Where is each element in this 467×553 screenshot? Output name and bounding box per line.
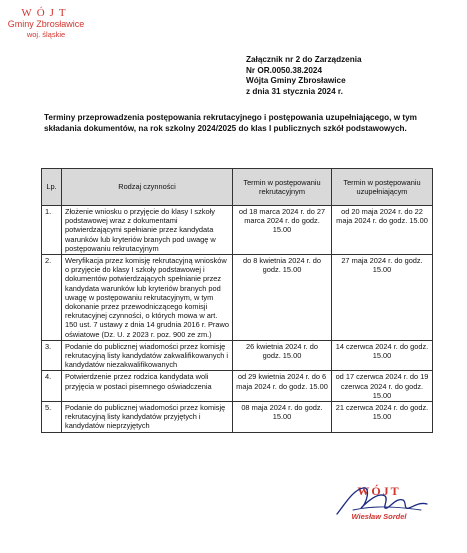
signature-scribble-icon (323, 474, 435, 522)
table-row (42, 255, 433, 341)
signature-stamp (323, 474, 435, 522)
row-term-recruitment: od 29 kwietnia 2024 r. do 6 maja 2024 r. do godz. 15.00 (233, 371, 332, 402)
header-term-supplementary: Termin w postępowaniu uzupełniającym (332, 169, 433, 206)
row-activity: Złożenie wniosku o przyjęcie do klasy I szkoły podstawowej wraz z dokumentami potwierdzającymi spełnianie przez kandydata warunków lub kryteriów branych pod uwagę w postępowaniu rekrutacyjnym (62, 206, 233, 255)
table-row (42, 402, 433, 433)
table-header-row (42, 169, 433, 206)
row-term-supplementary: 14 czerwca 2024 r. do godz. 15.00 (332, 340, 433, 371)
annex-line: z dnia 31 stycznia 2024 r. (246, 86, 343, 96)
stamp-signatory-name: Wiesław Sordel (351, 512, 407, 521)
document-title: Terminy przeprowadzenia postępowania rekrutacyjnego i postępowania uzupełniającego, w tym składania dokumentów, na rok szkolny 2024/2025 do klas I publicznych szkół podstawowych. (44, 113, 417, 133)
annex-line: Wójta Gminy Zbrosławice (246, 76, 346, 85)
row-term-supplementary: od 17 czerwca 2024 r. do 19 czerwca 2024 r. do godz. 15.00 (332, 371, 433, 402)
row-number: 2. (42, 255, 62, 341)
stamp-title: WÓJT (357, 484, 401, 498)
annex-header (246, 55, 446, 97)
row-number: 5. (42, 402, 62, 433)
row-activity: Weryfikacja przez komisję rekrutacyjną wniosków o przyjęcie do klasy I szkoły podstawowej i dokumentów potwierdzających spełnianie przez kandydata warunków lub kryteriów branych pod uwagę w postępowaniu rekrutacyjnym, w tym dokonanie przez przewodniczącego komisji rekrutacyjnej czynności, o których mowa w art. 150 ust. 7 ustawy z dnia 14 grudnia 2016 r. Prawo oświatowe (Dz. U. z 2023 r. poz. 900 ze zm.) (62, 255, 233, 341)
row-term-recruitment: 26 kwietnia 2024 r. do godz. 15.00 (233, 340, 332, 371)
row-term-recruitment: 08 maja 2024 r. do godz. 15.00 (233, 402, 332, 433)
header-term-recruitment: Termin w postępowaniu rekrutacyjnym (233, 169, 332, 206)
row-activity: Potwierdzenie przez rodzica kandydata woli przyjęcia w postaci pisemnego oświadczenia (62, 371, 233, 402)
row-number: 3. (42, 340, 62, 371)
table-row (42, 206, 433, 255)
row-term-supplementary: 27 maja 2024 r. do godz. 15.00 (332, 255, 433, 341)
row-number: 1. (42, 206, 62, 255)
stamp-municipality: Gminy Zbrosławice (7, 19, 85, 29)
header-lp: Lp. (42, 169, 62, 206)
row-term-supplementary: od 20 maja 2024 r. do 22 maja 2024 r. do godz. 15.00 (332, 206, 433, 255)
stamp-voivodeship: woj. śląskie (26, 30, 66, 39)
row-term-recruitment: od 18 marca 2024 r. do 27 marca 2024 r. do godz. 15.00 (233, 206, 332, 255)
annex-line: Załącznik nr 2 do Zarządzenia (246, 55, 362, 64)
stamp-title: WÓJT (21, 7, 71, 19)
row-term-supplementary: 21 czerwca 2024 r. do godz. 15.00 (332, 402, 433, 433)
schedule-table (41, 168, 433, 433)
table-row (42, 371, 433, 402)
header-activity: Rodzaj czynności (62, 169, 233, 206)
table-row (42, 340, 433, 371)
annex-line: Nr OR.0050.38.2024 (246, 65, 323, 75)
row-term-recruitment: do 8 kwietnia 2024 r. do godz. 15.00 (233, 255, 332, 341)
row-activity: Podanie do publicznej wiadomości przez komisję rekrutacyjną listy kandydatów przyjętych i kandydatów nieprzyjętych (62, 402, 233, 433)
row-number: 4. (42, 371, 62, 402)
wojt-stamp (4, 7, 88, 39)
row-activity: Podanie do publicznej wiadomości przez komisję rekrutacyjną listy kandydatów zakwalifikowanych i kandydatów niezakwalifikowanych (62, 340, 233, 371)
